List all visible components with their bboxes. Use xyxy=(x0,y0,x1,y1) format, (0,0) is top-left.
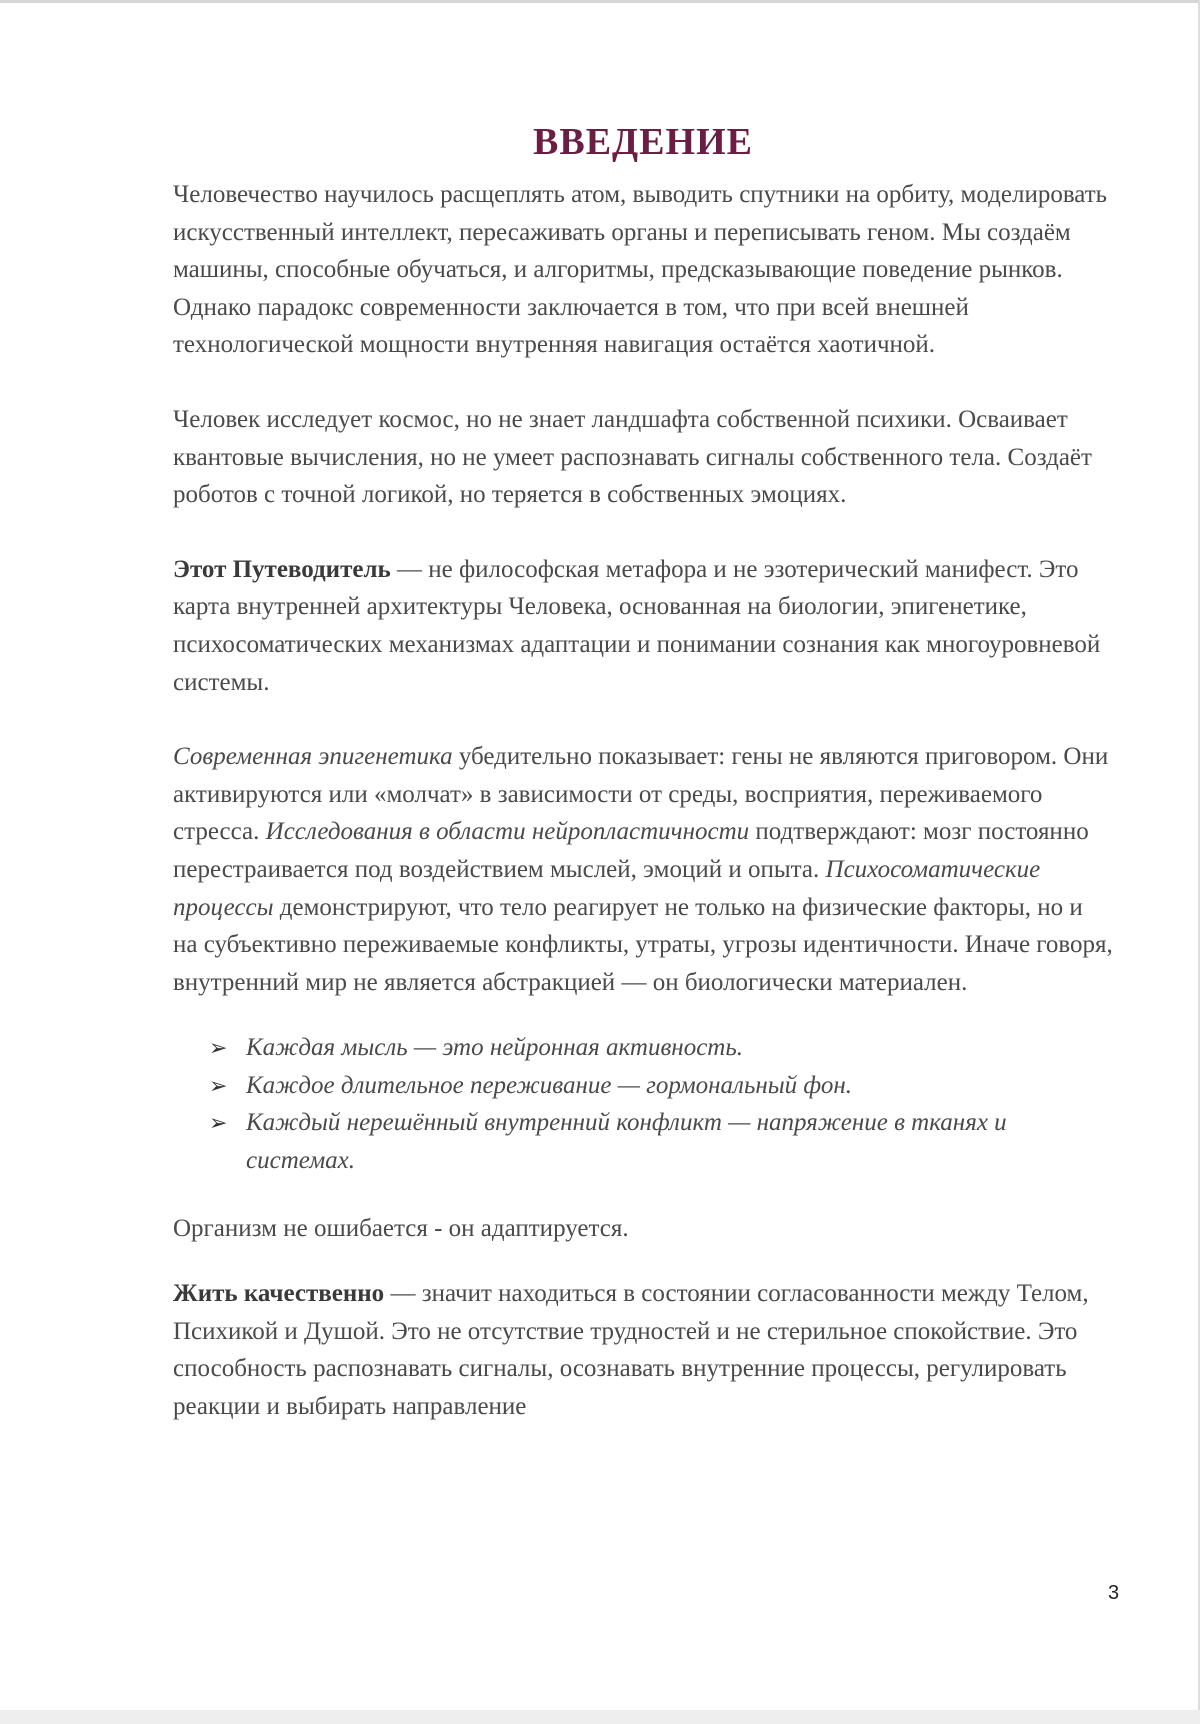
arrow-list xyxy=(173,1029,1113,1179)
paragraph-2: Человек исследует космос, но не знает ландшафта собственной психики. Осваивает квантовые вычисления, но не умеет распознавать сигналы собственного тела. Создаёт роботов с точной логикой, но теряется в собственных эмоциях. xyxy=(173,405,1092,509)
list-item-text: Каждая мысль — это нейронная активность. xyxy=(246,1034,743,1062)
paragraph-4 xyxy=(173,738,1113,1001)
arrow-bullet-icon: ➢ xyxy=(209,1072,228,1098)
paragraph-4-text-3: демонстрируют, что тело реагирует не только на физические факторы, но и на субъективно переживаемые конфликты, утраты, угрозы идентичности. Иначе говоря, внутренний мир не является абстракцией — он биологически материален. xyxy=(173,893,1113,996)
paragraph-4-text-1: убедительно показывает: гены не являются приговором. Они активируются или «молчат» в зависимости от среды, восприятия, переживаемого стресса. xyxy=(173,743,1109,846)
paragraph-3-text: — не философская метафора и не эзотерический манифест. Это карта внутренней архитектуры Человека, основанная на биологии, эпигенетике, психосоматических механизмах адаптации и понимании сознания как многоуровневой системы. xyxy=(173,555,1101,696)
page-content xyxy=(173,118,1113,1463)
paragraph-3 xyxy=(173,551,1113,701)
paragraph-4-italic-3: Психосоматические процессы xyxy=(173,855,1041,921)
paragraph-3-bold: Этот Путеводитель xyxy=(173,555,391,583)
paragraph-6-bold: Жить качественно xyxy=(173,1280,385,1308)
page-title: ВВЕДЕНИЕ xyxy=(533,121,753,163)
page-top-edge xyxy=(0,0,1200,3)
page-bottom-edge xyxy=(0,1710,1200,1724)
list-item xyxy=(173,1067,1113,1105)
paragraph-6 xyxy=(173,1275,1113,1425)
arrow-bullet-icon: ➢ xyxy=(209,1110,228,1136)
paragraph-4-text-2: подтверждают: мозг постоянно перестраивается под воздействием мыслей, эмоций и опыта. xyxy=(173,818,1089,883)
arrow-bullet-icon: ➢ xyxy=(209,1035,228,1061)
paragraph-4-italic-1: Современная эпигенетика xyxy=(173,743,453,771)
paragraph-4-italic-2: Исследования в области нейропластичности xyxy=(265,818,750,846)
paragraph-6-text: — значит находиться в состоянии согласованности между Телом, Психикой и Душой. Это не отсутствие трудностей и не стерильное спокойствие. Это способность распознавать сигналы, осознавать внутренние процессы, регулировать реакции и выбирать направление xyxy=(173,1280,1089,1421)
list-item xyxy=(173,1104,1113,1179)
paragraph-1: Человечество научилось расщеплять атом, выводить спутники на орбиту, моделировать искусственный интеллект, пересаживать органы и переписывать геном. Мы создаём машины, способные обучаться, и алгоритмы, предсказывающие поведение рынков. Однако парадокс современности заключается в том, что при всей внешней технологической мощности внутренняя навигация остаётся хаотичной. xyxy=(173,181,1108,359)
list-item-text: Каждый нерешённый внутренний конфликт — напряжение в тканях и системах. xyxy=(246,1109,1007,1175)
list-item xyxy=(173,1029,1113,1067)
list-item-text: Каждое длительное переживание — гормональный фон. xyxy=(246,1071,852,1099)
page-number: 3 xyxy=(1108,1582,1120,1604)
paragraph-5: Организм не ошибается - он адаптируется. xyxy=(173,1214,629,1242)
